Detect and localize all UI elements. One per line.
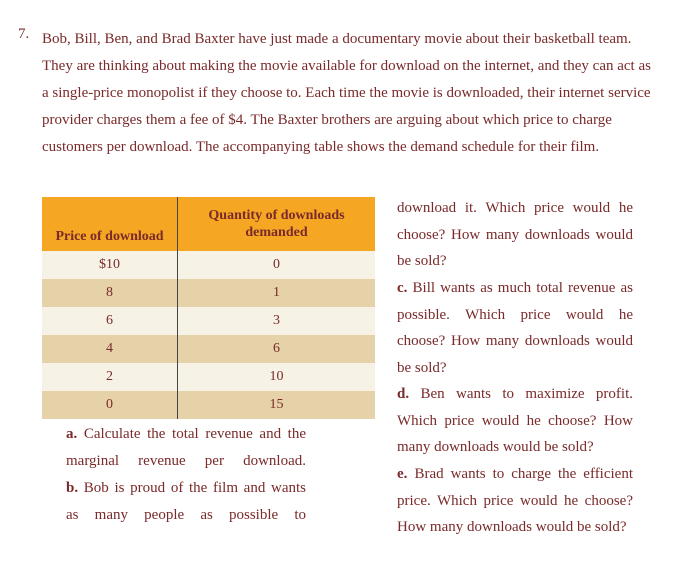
quantity-cell: 15 <box>178 391 376 419</box>
quantity-cell: 10 <box>178 363 376 391</box>
part-a-text: Calculate the total revenue and the marginal revenue per download. <box>66 426 307 469</box>
quantity-cell: 0 <box>178 251 376 279</box>
part-a <box>66 421 306 475</box>
demand-schedule-table <box>42 197 375 419</box>
table-row <box>42 335 375 363</box>
part-b-continued: download it. Which price would he choose? How many downloads would be sold? <box>397 200 633 269</box>
part-e-text: Brad wants to charge the efficient price. Which price would he choose? How many downloads would be sold? <box>397 466 634 535</box>
part-c-label: c. <box>397 280 408 296</box>
part-d-text: Ben wants to maximize profit. Which price would he choose? How many downloads would be sold? <box>397 386 633 455</box>
part-d <box>397 381 633 461</box>
part-b-label: b. <box>66 480 79 496</box>
price-cell: 4 <box>42 335 178 363</box>
quantity-cell: 3 <box>178 307 376 335</box>
price-cell: 6 <box>42 307 178 335</box>
table-row <box>42 363 375 391</box>
part-b-text: Bob is proud of the film and wants as many people as possible to <box>66 480 307 523</box>
table-row <box>42 279 375 307</box>
price-cell: $10 <box>42 251 178 279</box>
part-c <box>397 275 633 381</box>
table-row <box>42 307 375 335</box>
price-cell: 8 <box>42 279 178 307</box>
quantity-column-header: Quantity of downloads demanded <box>178 197 376 251</box>
part-b <box>66 475 306 529</box>
table-row <box>42 251 375 279</box>
part-d-label: d. <box>397 386 410 402</box>
price-cell: 0 <box>42 391 178 419</box>
part-a-label: a. <box>66 426 78 442</box>
problem-intro: Bob, Bill, Ben, and Brad Baxter have just made a documentary movie about their basketball team. They are thinking about making the movie available for download on the internet, and they can act as a single-price monopolist if they choose to. Each time the movie is downloaded, their internet service provider charges them a fee of $4. The Baxter brothers are arguing about which price to charge customers per download. The accompanying table shows the demand schedule for their film. <box>42 31 651 155</box>
quantity-cell: 6 <box>178 335 376 363</box>
table-header-row <box>42 197 375 251</box>
part-e <box>397 461 633 541</box>
price-column-header: Price of download <box>42 197 178 251</box>
part-c-text: Bill wants as much total revenue as possible. Which price would he choose? How many downloads would be sold? <box>397 280 633 376</box>
problem-number: 7. <box>18 26 30 42</box>
quantity-cell: 1 <box>178 279 376 307</box>
part-e-label: e. <box>397 466 408 482</box>
table-row <box>42 391 375 419</box>
price-cell: 2 <box>42 363 178 391</box>
